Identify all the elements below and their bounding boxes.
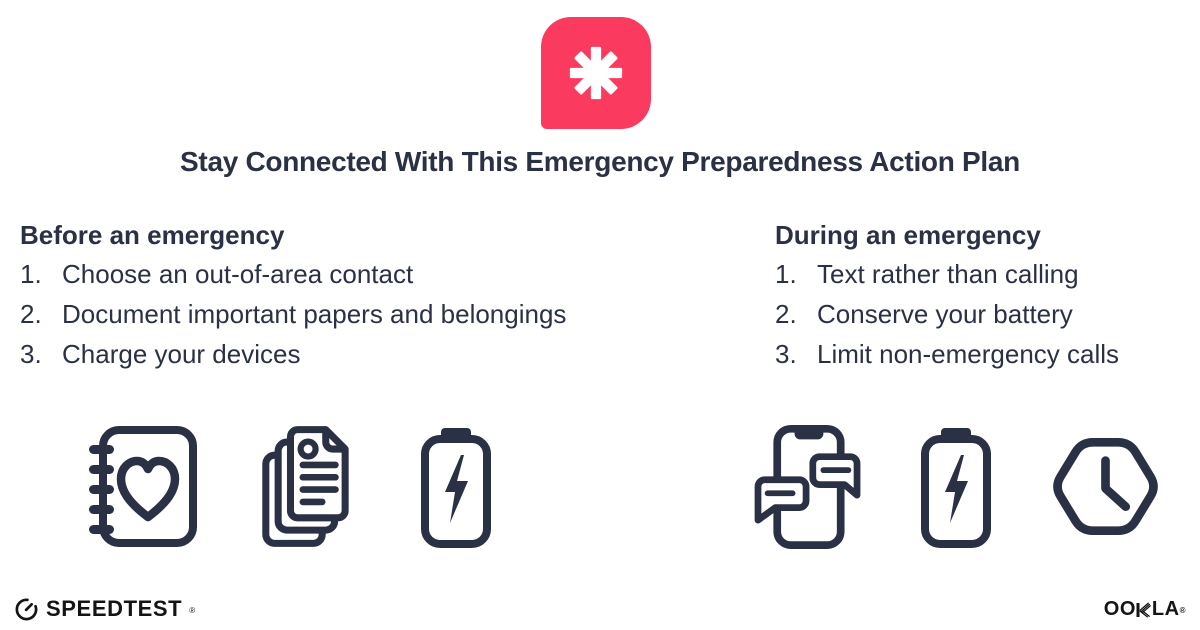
emergency-badge xyxy=(541,17,651,129)
speedtest-wordmark: SPEEDTEST xyxy=(46,596,183,621)
speedtest-trademark: ® xyxy=(189,605,196,615)
ookla-wordmark-prefix: OO xyxy=(1103,597,1136,620)
ookla-hatched-k-icon xyxy=(1136,602,1151,618)
contact-book-heart-icon xyxy=(88,424,200,549)
page-title: Stay Connected With This Emergency Preparedness Action Plan xyxy=(180,146,1020,177)
list-item: Charge your devices xyxy=(62,339,301,369)
ookla-logo xyxy=(1104,598,1186,621)
battery-charging-icon xyxy=(918,428,994,548)
list-item: Text rather than calling xyxy=(817,259,1079,289)
during-emergency-icons-row xyxy=(748,424,1168,549)
battery-icon-wrap xyxy=(918,424,994,548)
list-item: Choose an out-of-area contact xyxy=(62,259,414,289)
speedtest-logo xyxy=(14,596,195,622)
before-emergency-section xyxy=(20,216,720,374)
documents-stack-icon xyxy=(257,424,361,549)
during-emergency-heading: During an emergency xyxy=(775,220,1041,250)
battery-charging-icon xyxy=(418,428,494,548)
list-item: Document important papers and belongings xyxy=(62,299,567,329)
ookla-trademark: ® xyxy=(1179,605,1186,615)
phone-text-messages-icon xyxy=(748,424,868,549)
before-emergency-list xyxy=(20,254,720,374)
clock-hexagon-icon xyxy=(1043,424,1168,549)
during-emergency-list xyxy=(775,254,1185,374)
asterisk-icon xyxy=(568,45,624,101)
list-item: Limit non-emergency calls xyxy=(817,339,1120,369)
ookla-wordmark-suffix: LA xyxy=(1151,597,1180,620)
before-emergency-icons-row xyxy=(88,424,494,549)
speedtest-gauge-icon xyxy=(14,597,39,622)
footer xyxy=(14,596,1186,622)
list-item: Conserve your battery xyxy=(817,299,1073,329)
before-emergency-heading: Before an emergency xyxy=(20,220,285,250)
battery-icon-wrap xyxy=(418,424,494,548)
during-emergency-section xyxy=(775,216,1185,374)
